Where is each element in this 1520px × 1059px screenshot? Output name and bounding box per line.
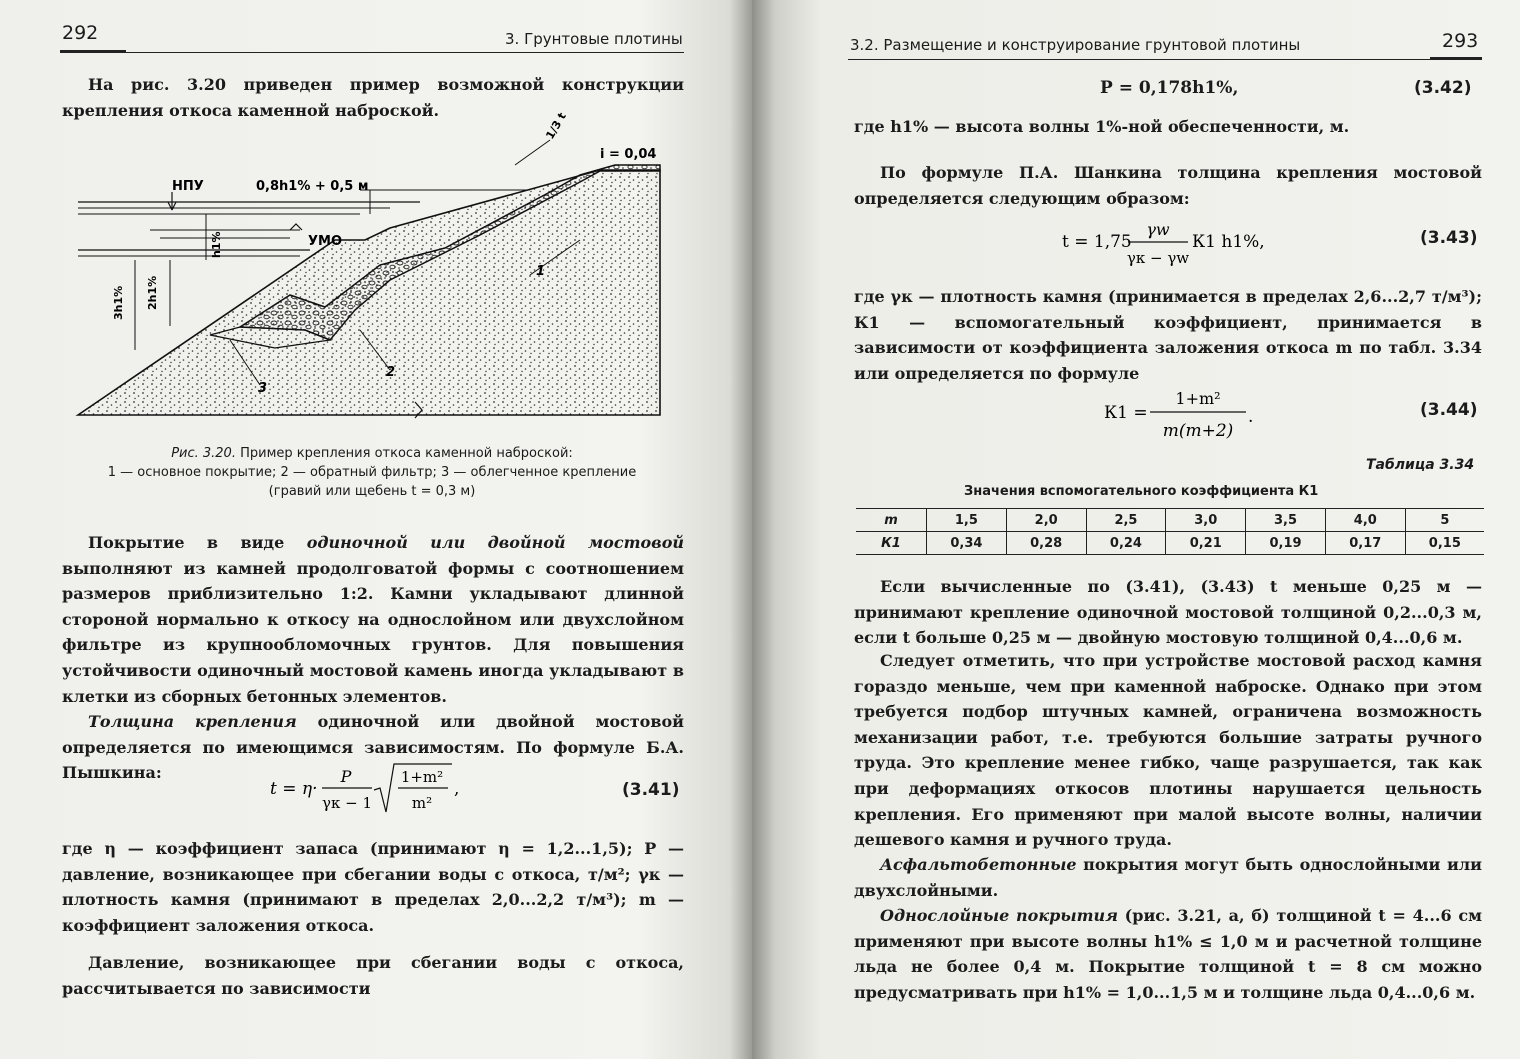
emphasis-asphalt: Асфальтобетонные — [880, 855, 1077, 874]
formula-3-41 — [270, 760, 470, 824]
table-cell: 5 — [1405, 509, 1484, 532]
table-header-k1: К1 — [881, 535, 901, 551]
paragraph-thickness-rule: Если вычисленные по (3.41), (3.43) t меньше 0,25 м — принимают крепление одиночной мостовой толщиной 0,2...0,3 м, если t больше 0,25 м — двойную мостовую толщиной 0,4...0,6 м. — [854, 577, 1482, 648]
formula-3-43 — [1062, 215, 1312, 275]
paragraph-pavement: Покрытие в виде одиночной или двойной мостовой выполняют из камней продолговатой формы с соотношением размеров приблизительно 1:2. Камни укладывают длинной стороной нормально к откосу на однослойном или двухслойном фильтре из крупнообломочных грунтов. Для повышения устойчивости одиночный мостовой камень иногда укладывают в клетки из сборных бетонных элементов. Толщина крепления одиночной или двойной мостовой определяется по имеющимся зависимостям. По формуле Б.А. Пышкина: — [62, 533, 685, 783]
label-2h1: 2h1% — [146, 275, 159, 310]
label-t-mark: 1/3 t — [543, 110, 569, 142]
caption-line-2: 1 — основное покрытие; 2 — обратный фильтр; 3 — облегченное крепление — [107, 465, 637, 480]
table-cell: 2,0 — [1006, 509, 1086, 532]
table-cell: 0,21 — [1166, 532, 1246, 555]
table-row-m — [856, 509, 1484, 532]
table-title: Значения вспомогательного коэффициента К1 — [964, 484, 1319, 499]
label-3: 3 — [258, 381, 268, 396]
label-freeboard: 0,8h1% + 0,5 м — [256, 179, 369, 194]
label-3h1: 3h1% — [112, 285, 125, 320]
table-cell: 0,34 — [927, 532, 1007, 555]
svg-text:t = η·: t = η· — [270, 779, 318, 799]
header-rule-right-thick — [1430, 57, 1482, 60]
paragraph-stone-use: Следует отметить, что при устройстве мостовой расход камня гораздо меньше, чем при каменной наброске. Однако при этом требуется подбор штучных камней, ограничена возможность механизации работ, т.е. требуются большие затраты ручного труда. Это крепление менее гибко, чаще разрушается, так как при деформациях откосов плотины нарушается цельность крепления. Его применяют при малой высоте волны, наличии дешевого камня и ручного труда. — [854, 651, 1482, 850]
formula-3-42: P = 0,178h1%, — [1100, 78, 1239, 98]
emphasis-single-double: одиночной или двойной мостовой — [306, 533, 684, 552]
label-slope: i = 0,04 — [600, 147, 657, 162]
header-rule-right — [848, 59, 1430, 60]
svg-text:1+m²: 1+m² — [400, 768, 444, 786]
svg-text:γw: γw — [1146, 220, 1170, 239]
figure-caption — [60, 444, 684, 501]
svg-text:γк − 1: γк − 1 — [322, 794, 372, 812]
emphasis-thickness: Толщина крепления — [88, 712, 297, 732]
page-number-left: 292 — [62, 22, 99, 44]
right-page — [752, 0, 1520, 1059]
caption-text: Пример крепления откоса каменной наброской: — [240, 446, 573, 461]
table-cell: 0,19 — [1246, 532, 1326, 555]
svg-text:m(m+2): m(m+2) — [1162, 421, 1234, 441]
table-cell: 0,24 — [1086, 532, 1166, 555]
label-1: 1 — [536, 264, 546, 279]
caption-line-3: (гравий или щебень t = 0,3 м) — [268, 484, 476, 499]
caption-title: Рис. 3.20. — [171, 446, 236, 461]
header-rule-left-thick — [60, 50, 126, 53]
paragraph-pressure: Давление, возникающее при сбегании воды с откоса, рассчитывается по зависимости — [62, 953, 684, 998]
running-title-right: 3.2. Размещение и конструирование грунтовой плотины — [850, 36, 1301, 54]
paragraph-where-343: где γк — плотность камня (принимается в пределах 2,6...2,7 т/м³); К1 — вспомогательный коэффициент, принимается в зависимости от коэффициента заложения откоса m по табл. 3.34 или определяется по формуле — [854, 287, 1482, 383]
table-cell: 0,15 — [1405, 532, 1484, 555]
paragraph-where-342: где h1% — высота волны 1%-ной обеспеченности, м. — [854, 117, 1350, 136]
table-cell: 1,5 — [927, 509, 1007, 532]
header-rule-left — [126, 52, 684, 53]
table-cell: 2,5 — [1086, 509, 1166, 532]
svg-text:1+m²: 1+m² — [1175, 389, 1221, 408]
table-header-m: m — [856, 509, 927, 532]
table-cell: 3,0 — [1166, 509, 1246, 532]
table-row-k1 — [856, 532, 1484, 555]
table-label: Таблица 3.34 — [1366, 457, 1475, 473]
svg-text:γк − γw: γк − γw — [1126, 249, 1190, 267]
svg-text:P: P — [340, 767, 352, 786]
intro-paragraph: На рис. 3.20 приведен пример возможной конструкции крепления откоса каменной наброской. — [62, 75, 684, 120]
label-h1: h1% — [210, 231, 223, 258]
table-cell: 3,5 — [1246, 509, 1326, 532]
page-number-right: 293 — [1442, 30, 1479, 52]
equation-number-3-42: (3.42) — [1414, 78, 1472, 98]
table-cell: 4,0 — [1325, 509, 1405, 532]
emphasis-single-layer: Однослойные покрытия — [880, 906, 1118, 926]
svg-text:m²: m² — [411, 794, 433, 812]
label-umo: УМО — [308, 234, 343, 249]
table-cell: 0,17 — [1325, 532, 1405, 555]
equation-number-3-43: (3.43) — [1420, 228, 1478, 248]
label-2: 2 — [386, 365, 396, 380]
running-title-left: 3. Грунтовые плотины — [505, 30, 683, 48]
formula-3-44 — [1104, 382, 1304, 446]
k1-table — [856, 508, 1484, 555]
paragraph-where-341: где η — коэффициент запаса (принимают η = 1,2...1,5); P — давление, возникающее при сбегании воды с откоса, т/м²; γк — плотность камня (принимают в пределах 2,0...2,2 т/м³); m — коэффициент заложения откоса. — [62, 839, 684, 935]
figure-3-20 — [60, 110, 680, 430]
svg-text:.: . — [1248, 407, 1254, 427]
paragraph-asphalt: Асфальтобетонные покрытия могут быть однослойными или двухслойными. Однослойные покрытия (рис. 3.21, а, б) толщиной t = 4...6 см применяют при высоте волны h1% ≤ 1,0 м и расчетной толщине льда не более 0,4 м. Покрытие толщиной t = 8 см можно предусматривать при h1% = 1,0...1,5 м и толщине льда 0,4...0,6 м. — [854, 855, 1483, 1002]
table-cell: 0,28 — [1006, 532, 1086, 555]
equation-number-3-44: (3.44) — [1420, 400, 1478, 420]
svg-text:К1 h1%,: К1 h1%, — [1192, 232, 1265, 252]
label-npu: НПУ — [172, 179, 204, 194]
svg-text:К1 =: К1 = — [1104, 403, 1148, 423]
svg-text:,: , — [454, 779, 460, 799]
left-page — [0, 0, 752, 1059]
svg-text:t = 1,75: t = 1,75 — [1062, 232, 1132, 252]
equation-number-3-41: (3.41) — [622, 780, 680, 800]
paragraph-shankin: По формуле П.А. Шанкина толщина крепления мостовой определяется следующим образом: — [854, 163, 1482, 208]
